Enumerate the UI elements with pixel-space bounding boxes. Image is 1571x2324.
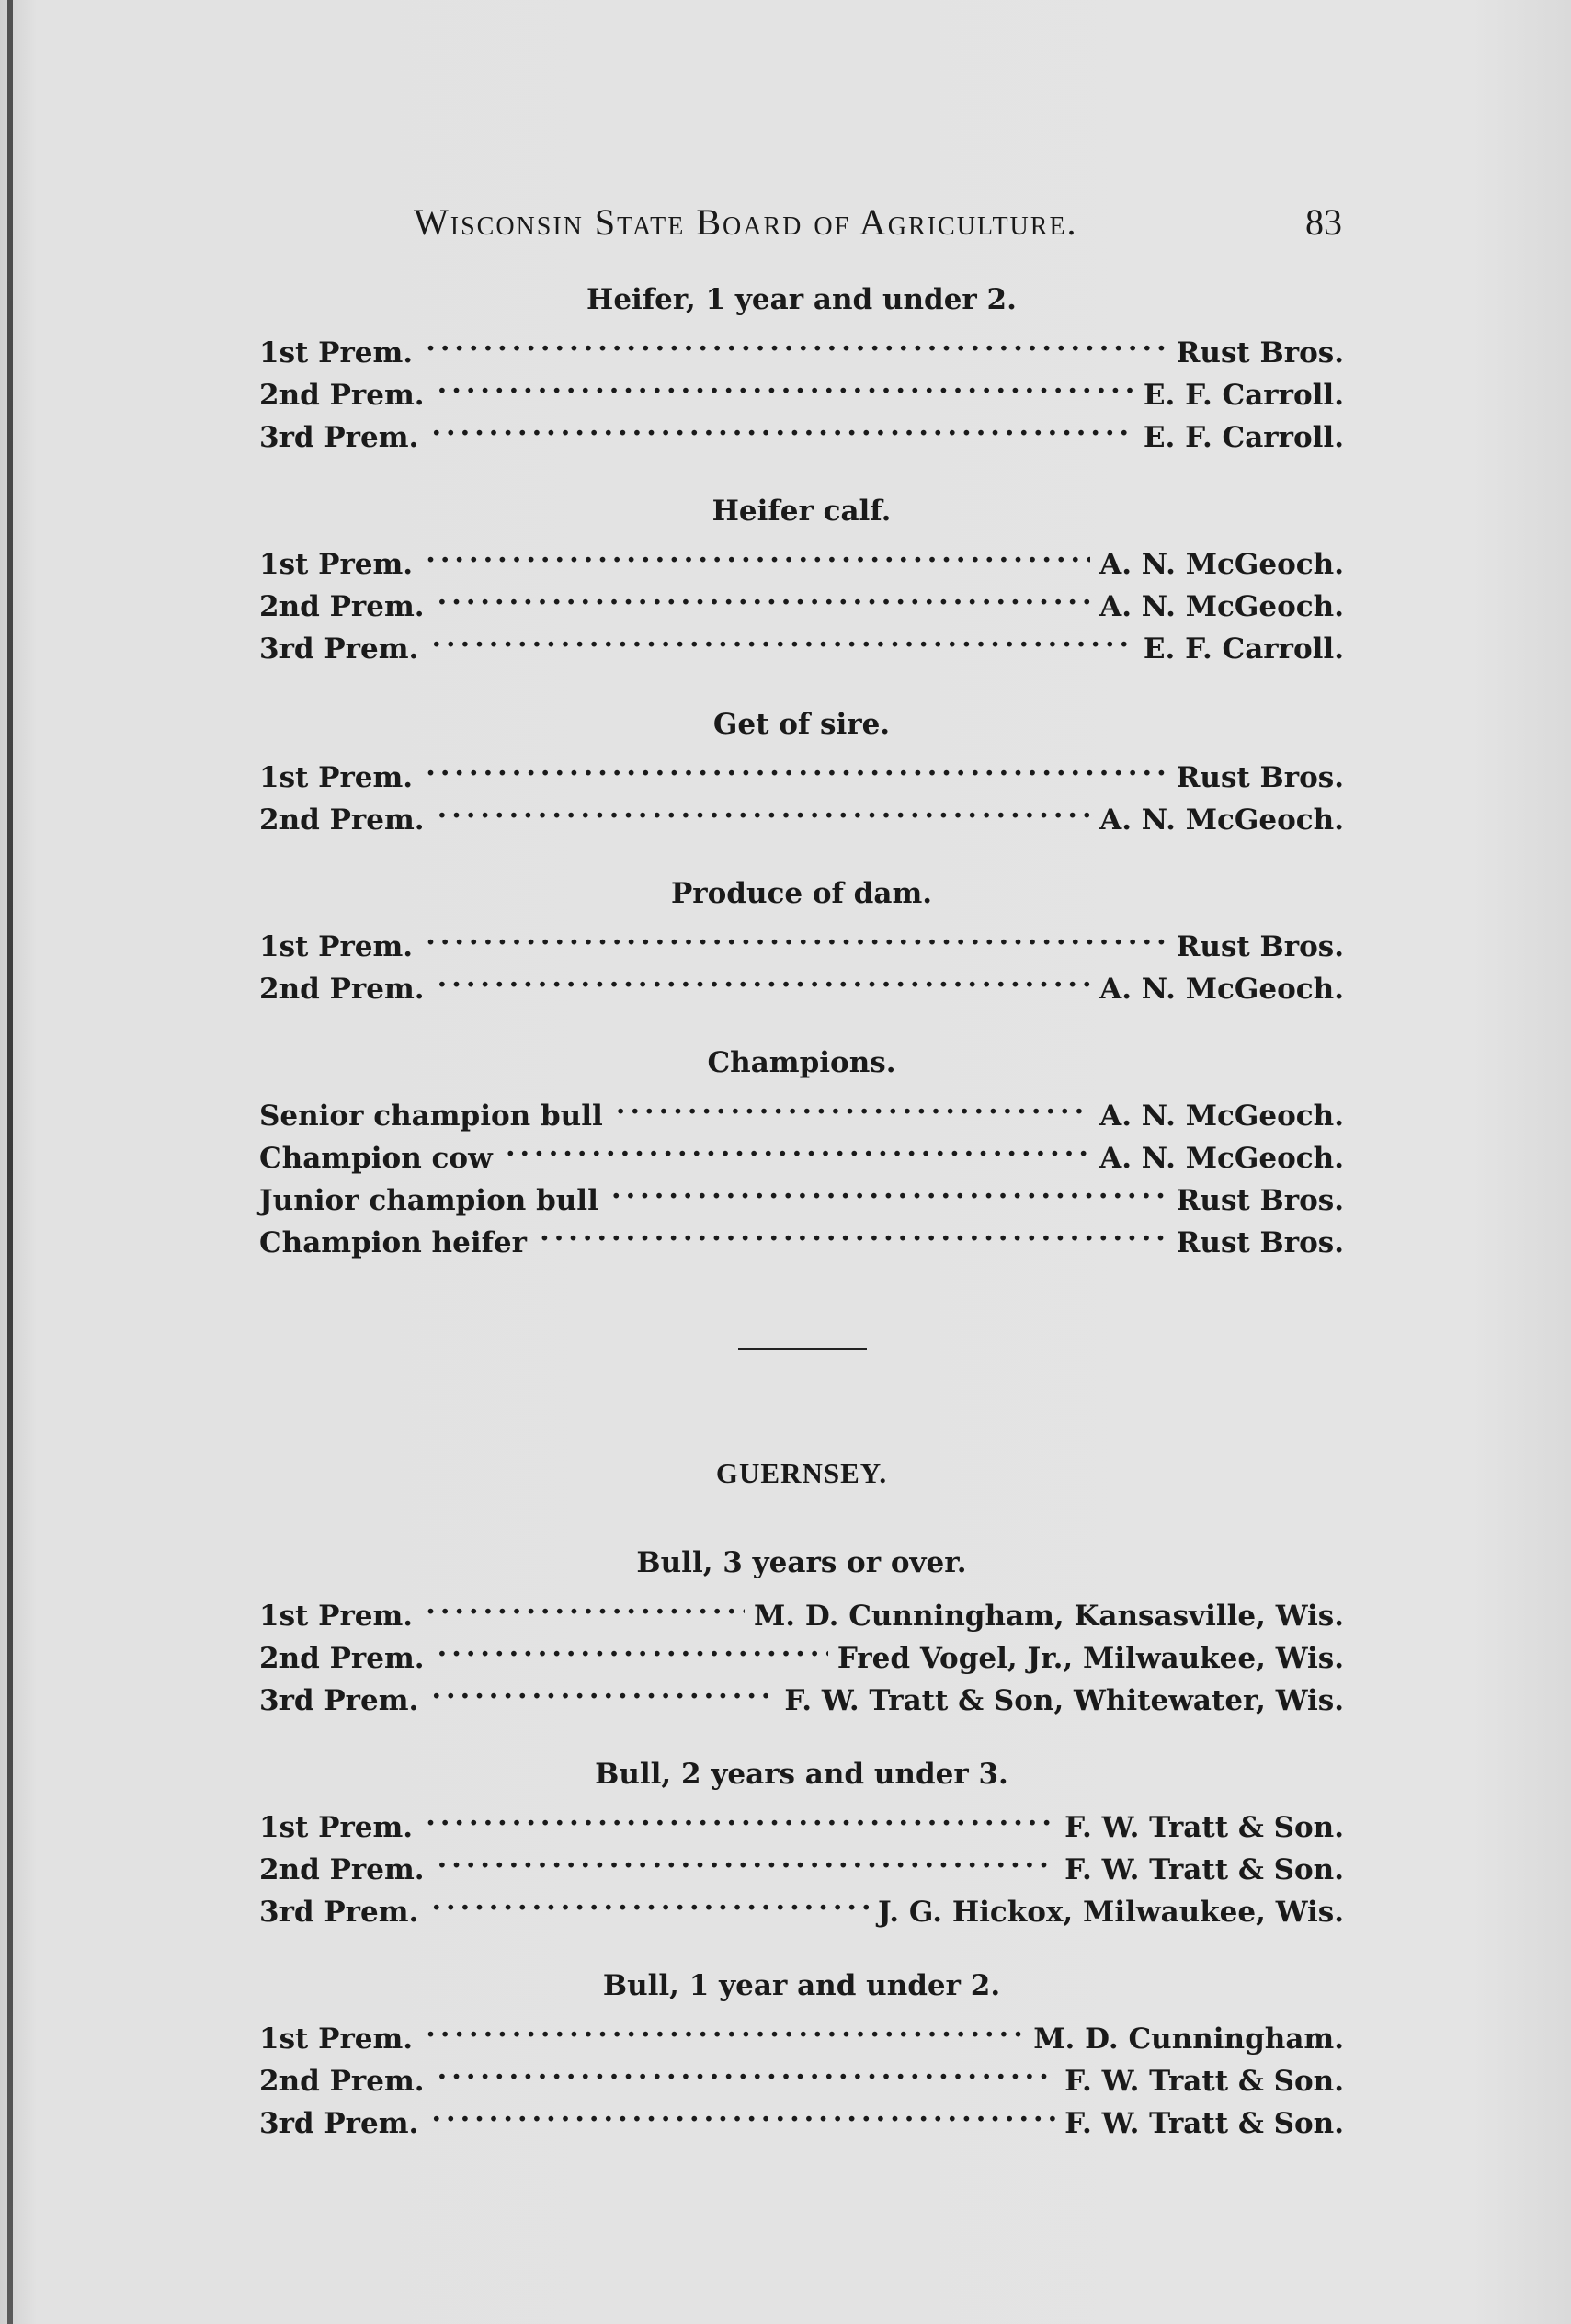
dot-leader	[438, 574, 1091, 616]
award-row	[259, 914, 1344, 963]
award-winner: E. F. Carroll.	[1143, 379, 1344, 412]
award-label: 3rd Prem.	[259, 1896, 419, 1929]
section-bull-1-year	[259, 1965, 1344, 2140]
award-row	[259, 531, 1344, 581]
section-title: Produce of dam.	[670, 877, 933, 910]
award-winner: J. G. Hickox, Milwaukee, Wis.	[878, 1896, 1344, 1929]
award-winner: F. W. Tratt & Son.	[1064, 1811, 1344, 1844]
dot-leader	[438, 362, 1134, 404]
award-winner: F. W. Tratt & Son.	[1064, 2065, 1344, 2098]
section-title: Bull, 2 years and under 3.	[595, 1758, 1008, 1791]
book-spine-edge	[7, 0, 13, 2324]
dot-leader	[426, 914, 1167, 956]
award-label: 1st Prem.	[259, 1600, 414, 1633]
award-label: 2nd Prem.	[259, 803, 425, 837]
award-winner: A. N. McGeoch.	[1099, 1142, 1344, 1175]
dot-leader	[426, 745, 1167, 787]
award-label: 3rd Prem.	[259, 632, 419, 666]
section-produce-of-dam	[259, 873, 1344, 1006]
award-label: 2nd Prem.	[259, 2065, 425, 2098]
award-label: Champion heifer	[259, 1226, 527, 1259]
section-title: Champions.	[707, 1046, 896, 1079]
dot-leader	[426, 1583, 745, 1625]
award-label: 1st Prem.	[259, 2022, 414, 2056]
page-header	[414, 200, 1342, 250]
section-champions	[259, 1042, 1344, 1259]
dot-leader	[426, 531, 1090, 574]
award-winner: A. N. McGeoch.	[1099, 803, 1344, 837]
dot-leader	[438, 787, 1091, 829]
award-label: Senior champion bull	[259, 1099, 603, 1133]
section-bull-2-years	[259, 1754, 1344, 1929]
award-label: Champion cow	[259, 1142, 493, 1175]
award-row	[259, 320, 1344, 370]
award-winner: Rust Bros.	[1176, 1184, 1344, 1217]
award-label: 3rd Prem.	[259, 421, 419, 454]
award-winner: A. N. McGeoch.	[1099, 1099, 1344, 1133]
award-winner: E. F. Carroll.	[1143, 632, 1344, 666]
dot-leader	[431, 404, 1134, 447]
award-label: 2nd Prem.	[259, 1642, 425, 1675]
award-winner: Fred Vogel, Jr., Milwaukee, Wis.	[837, 1642, 1344, 1675]
award-label: 1st Prem.	[259, 1811, 414, 1844]
award-winner: M. D. Cunningham.	[1033, 2022, 1344, 2056]
award-label: Junior champion bull	[259, 1184, 598, 1217]
dot-leader	[426, 2006, 1024, 2048]
running-head: Wisconsin State Board of Agriculture.	[414, 201, 1078, 243]
dot-leader	[540, 1210, 1167, 1252]
award-winner: Rust Bros.	[1176, 930, 1344, 963]
award-winner: E. F. Carroll.	[1143, 421, 1344, 454]
dot-leader	[611, 1168, 1167, 1210]
award-row	[259, 2006, 1344, 2056]
dot-leader	[431, 616, 1134, 658]
award-row	[259, 1583, 1344, 1633]
award-winner: Rust Bros.	[1176, 336, 1344, 370]
award-winner: A. N. McGeoch.	[1099, 548, 1344, 581]
award-label: 2nd Prem.	[259, 590, 425, 623]
award-winner: A. N. McGeoch.	[1099, 590, 1344, 623]
award-row	[259, 745, 1344, 794]
dot-leader	[506, 1125, 1090, 1168]
dot-leader	[438, 1625, 828, 1668]
section-divider-rule	[738, 1348, 867, 1350]
dot-leader	[426, 320, 1167, 362]
dot-leader	[616, 1083, 1090, 1125]
award-row	[259, 1794, 1344, 1844]
dot-leader	[438, 1837, 1056, 1879]
section-title: Get of sire.	[712, 708, 891, 741]
page-number: 83	[1305, 201, 1342, 243]
award-label: 1st Prem.	[259, 336, 414, 370]
section-title: Heifer calf.	[712, 495, 892, 528]
award-winner: F. W. Tratt & Son.	[1064, 1853, 1344, 1886]
award-winner: M. D. Cunningham, Kansasville, Wis.	[753, 1600, 1344, 1633]
award-winner: A. N. McGeoch.	[1099, 973, 1344, 1006]
award-winner: Rust Bros.	[1176, 761, 1344, 794]
dot-leader	[431, 2090, 1055, 2133]
section-title: Heifer, 1 year and under 2.	[586, 283, 1017, 316]
award-label: 2nd Prem.	[259, 1853, 425, 1886]
dot-leader	[431, 1668, 775, 1710]
section-title: Bull, 3 years or over.	[636, 1546, 967, 1579]
section-title: Bull, 1 year and under 2.	[602, 1969, 1001, 2002]
award-label: 1st Prem.	[259, 930, 414, 963]
section-bull-3-years	[259, 1543, 1344, 1717]
dot-leader	[438, 2048, 1056, 2090]
award-label: 1st Prem.	[259, 548, 414, 581]
award-label: 3rd Prem.	[259, 2107, 419, 2140]
dot-leader	[431, 1879, 869, 1921]
award-winner: F. W. Tratt & Son.	[1064, 2107, 1344, 2140]
award-label: 3rd Prem.	[259, 1684, 419, 1717]
award-winner: F. W. Tratt & Son, Whitewater, Wis.	[784, 1684, 1344, 1717]
breed-heading: GUERNSEY.	[715, 1457, 888, 1489]
award-label: 2nd Prem.	[259, 379, 425, 412]
award-label: 1st Prem.	[259, 761, 414, 794]
dot-leader	[438, 956, 1091, 998]
section-heifer-1-year	[259, 279, 1344, 454]
award-row	[259, 1083, 1344, 1133]
dot-leader	[426, 1794, 1055, 1837]
award-winner: Rust Bros.	[1176, 1226, 1344, 1259]
section-get-of-sire	[259, 704, 1344, 837]
award-label: 2nd Prem.	[259, 973, 425, 1006]
section-heifer-calf	[259, 491, 1344, 666]
